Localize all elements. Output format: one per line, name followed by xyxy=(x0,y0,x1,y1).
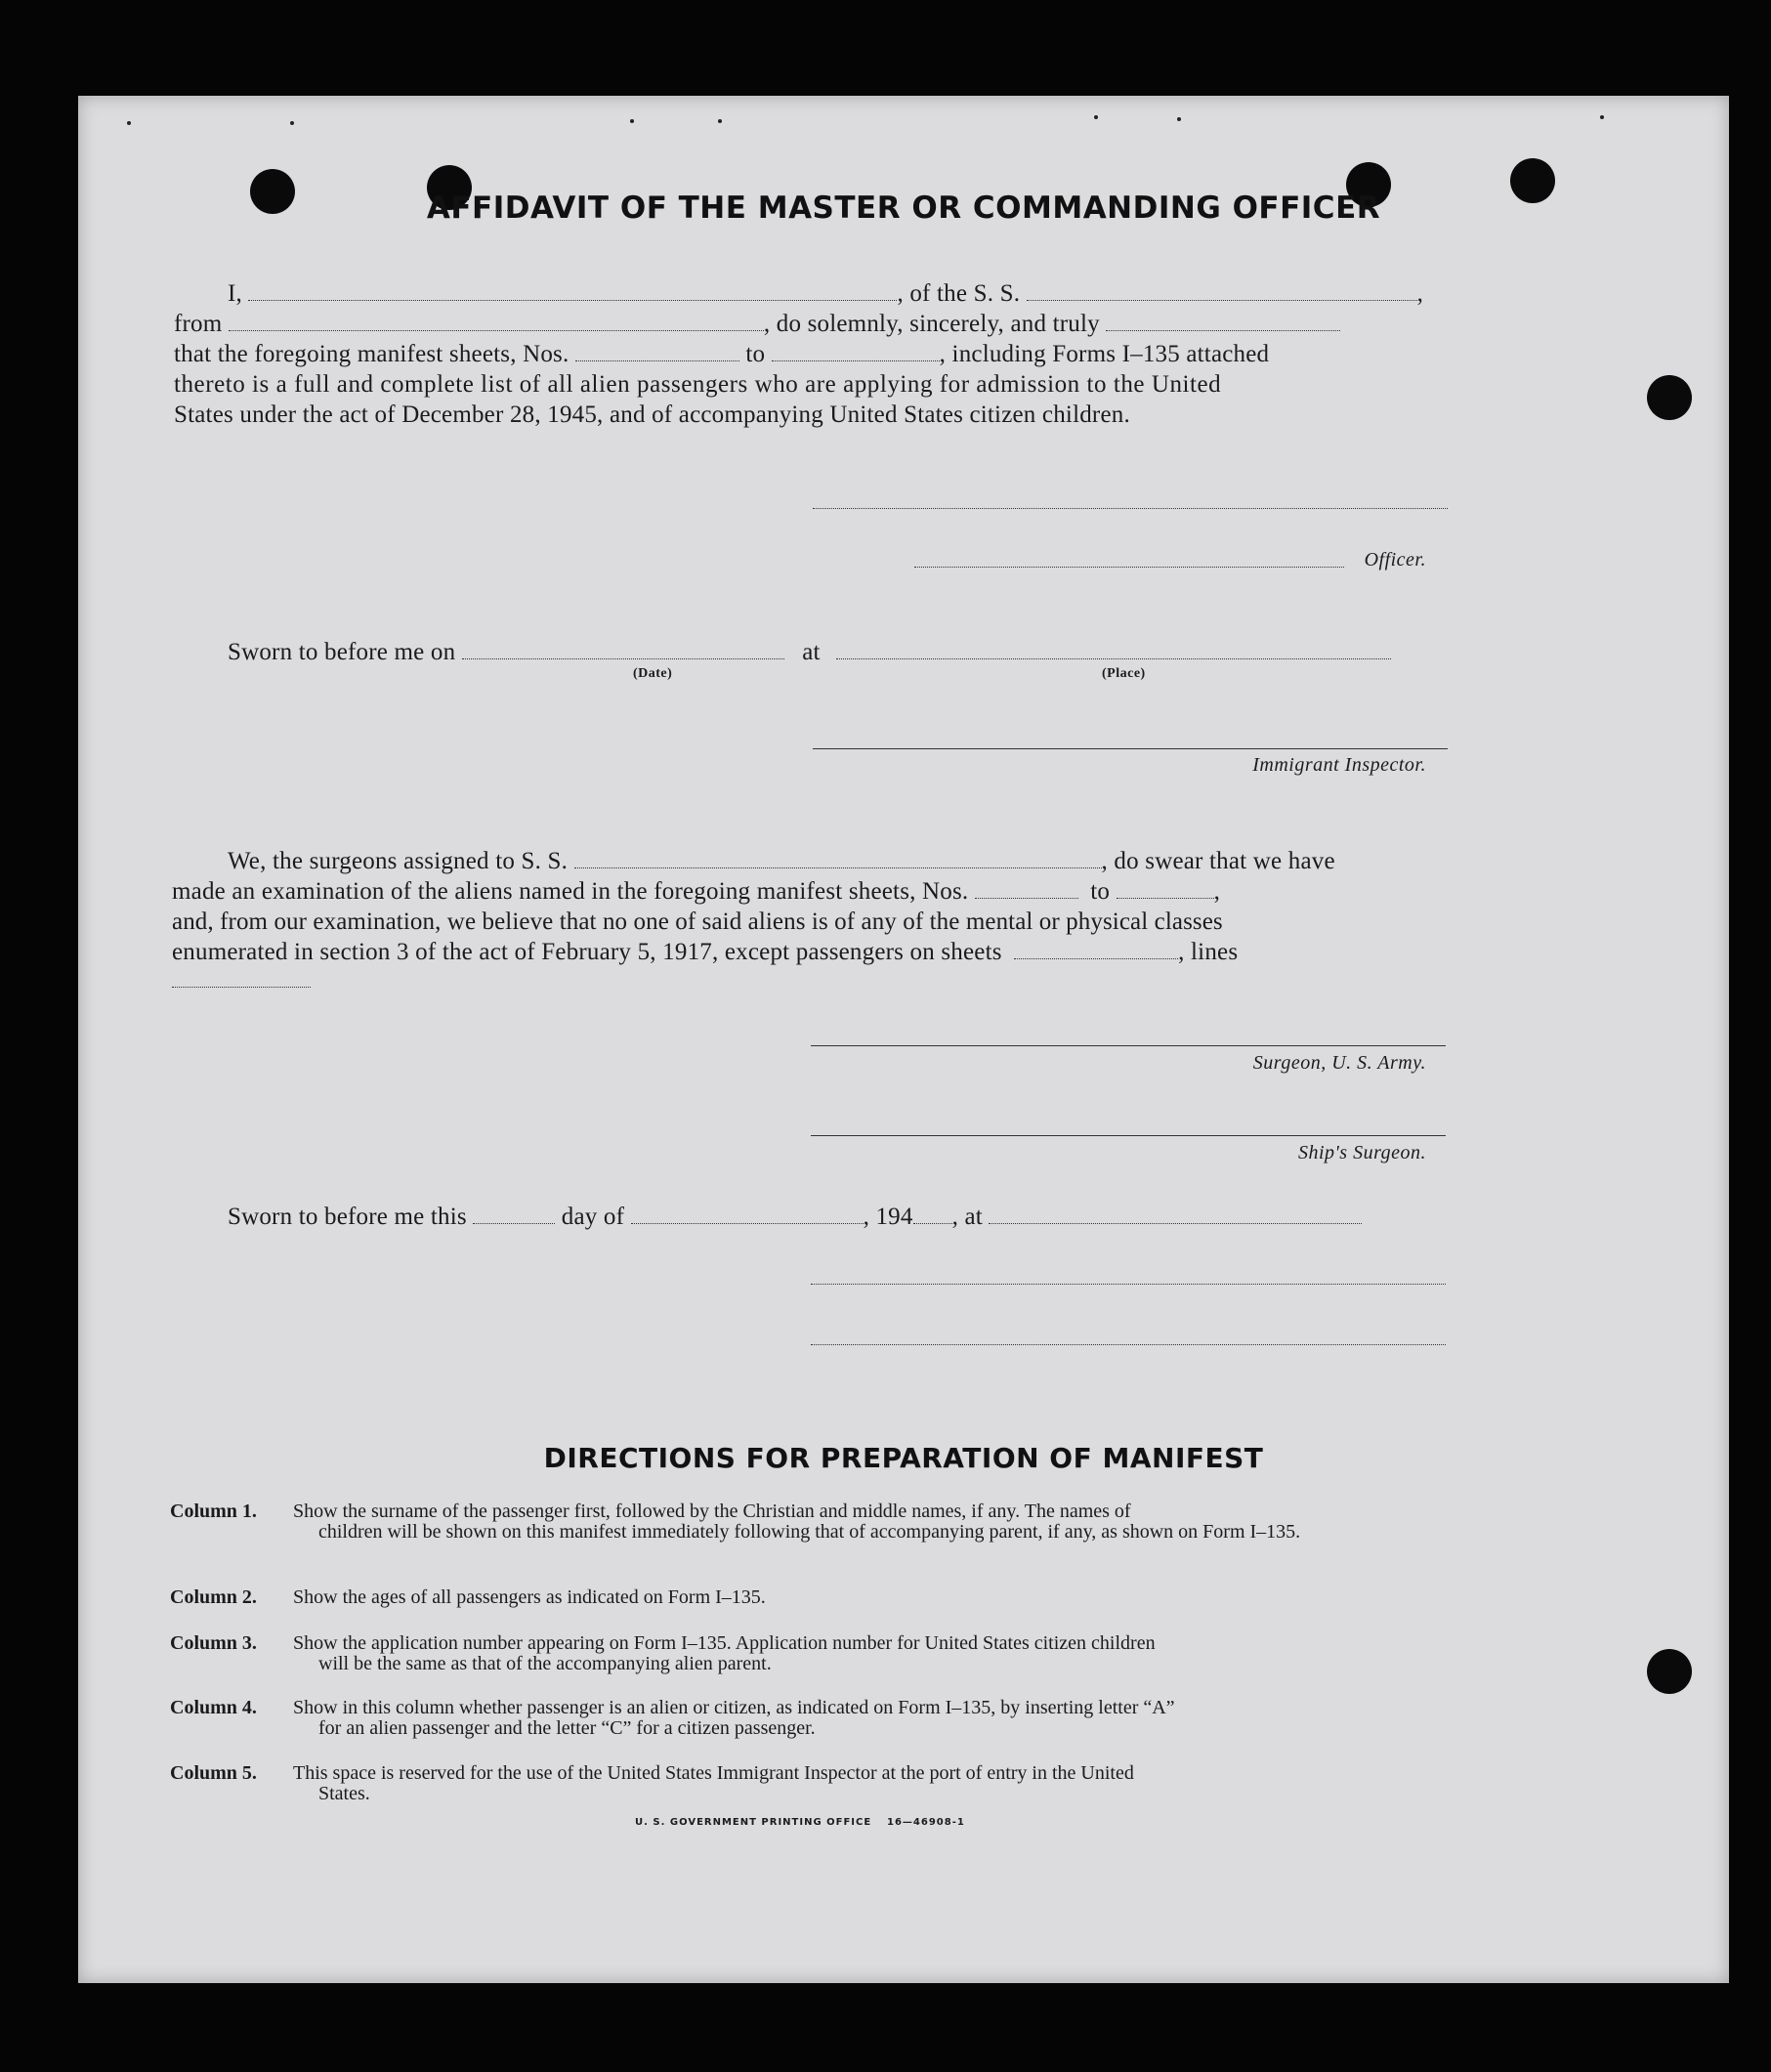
direction-label: Column 1. xyxy=(170,1501,257,1522)
inspector-signature-line[interactable] xyxy=(813,748,1448,749)
text: States under the act of December 28, 1945, and of accompanying United States citizen children. xyxy=(174,402,1130,428)
surgeons-line-4 xyxy=(172,939,1449,965)
officer-label: Officer. xyxy=(1364,549,1426,571)
text: I, xyxy=(228,280,242,307)
sworn-month-blank[interactable] xyxy=(631,1204,864,1224)
affidavit-line-2 xyxy=(174,311,1449,337)
printer-imprint: U. S. GOVERNMENT PRINTING OFFICE xyxy=(635,1817,872,1828)
direction-text: Show the application number appearing on Form I–135. Application number for United States citizen children xyxy=(293,1632,1156,1654)
direction-label: Column 5. xyxy=(170,1762,257,1784)
text: , do swear that we have xyxy=(1101,848,1335,874)
surgeon-ship-blank[interactable] xyxy=(574,848,1102,868)
ship-surgeon-label: Ship's Surgeon. xyxy=(1297,1142,1426,1163)
sworn-date-blank[interactable] xyxy=(462,639,784,659)
army-surgeon-label: Surgeon, U. S. Army. xyxy=(1252,1052,1426,1074)
name-blank[interactable] xyxy=(248,280,897,301)
speck xyxy=(127,121,131,125)
direction-column-4 xyxy=(170,1698,1430,1739)
sworn2-signature-line-1[interactable] xyxy=(811,1284,1446,1285)
direction-label: Column 4. xyxy=(170,1697,257,1718)
form-code: 16—46908-1 xyxy=(887,1817,965,1828)
sworn-place-blank[interactable] xyxy=(836,639,1391,659)
text: Sworn to before me on xyxy=(228,639,456,665)
text: to xyxy=(1090,878,1111,905)
surgeon-sheet-to-blank[interactable] xyxy=(1117,878,1214,899)
ship-name-blank[interactable] xyxy=(1027,280,1417,301)
direction-column-2 xyxy=(170,1587,1430,1608)
direction-text: Show the ages of all passengers as indicated on Form I–135. xyxy=(293,1586,766,1608)
affidavit-line-1 xyxy=(228,280,1449,307)
sworn-line-1 xyxy=(228,639,1449,665)
surgeon-sheet-from-blank[interactable] xyxy=(975,878,1078,899)
place-caption: (Place) xyxy=(1102,666,1146,681)
sworn2-place-blank[interactable] xyxy=(989,1204,1362,1224)
sworn-year-blank[interactable] xyxy=(913,1204,952,1224)
sworn2-signature-line-2[interactable] xyxy=(811,1344,1446,1345)
punch-hole xyxy=(1647,375,1692,420)
text: , do solemnly, sincerely, and truly xyxy=(763,311,1100,337)
direction-text-cont: children will be shown on this manifest immediately following that of accompanying parent, if any, as shown on Form I–135. xyxy=(318,1521,1301,1543)
text: thereto is a full and complete list of all alien passengers who are applying for admission to the United xyxy=(174,371,1222,398)
speck xyxy=(630,119,634,123)
direction-text-cont: States. xyxy=(318,1783,370,1804)
text: , xyxy=(1213,878,1221,905)
directions-title: DIRECTIONS FOR PREPARATION OF MANIFEST xyxy=(543,1442,1264,1474)
affidavit-title: AFFIDAVIT OF THE MASTER OR COMMANDING OFFICER xyxy=(426,190,1381,226)
text: We, the surgeons assigned to S. S. xyxy=(228,848,569,874)
ship-surgeon-signature-line[interactable] xyxy=(811,1135,1446,1136)
surgeons-line-2 xyxy=(172,878,1449,905)
text: enumerated in section 3 of the act of February 5, 1917, except passengers on sheets xyxy=(172,939,1002,965)
speck xyxy=(1177,117,1181,121)
speck xyxy=(1600,115,1604,119)
direction-text-cont: will be the same as that of the accompanying alien parent. xyxy=(318,1653,772,1674)
text: and, from our examination, we believe that no one of said aliens is of any of the mental or physical classes xyxy=(172,909,1223,935)
direction-label: Column 3. xyxy=(170,1632,257,1654)
text: , xyxy=(1416,280,1424,307)
text: , including Forms I–135 attached xyxy=(939,341,1270,367)
master-signature-line[interactable] xyxy=(813,508,1448,509)
text: that the foregoing manifest sheets, Nos. xyxy=(174,341,569,367)
surgeons-line-3 xyxy=(172,909,1449,935)
direction-text: Show the surname of the passenger first, followed by the Christian and middle names, if any. The names of xyxy=(293,1501,1131,1522)
oath-blank[interactable] xyxy=(1106,311,1340,331)
text: to xyxy=(745,341,766,367)
except-sheets-blank[interactable] xyxy=(1014,939,1178,959)
except-lines-blank[interactable] xyxy=(172,987,311,988)
punch-hole xyxy=(1647,1649,1692,1694)
text: day of xyxy=(561,1204,625,1230)
direction-column-1 xyxy=(170,1501,1430,1543)
text: , 194 xyxy=(863,1204,913,1230)
text: from xyxy=(174,311,223,337)
text: , at xyxy=(951,1204,983,1230)
direction-label: Column 2. xyxy=(170,1586,257,1608)
text: , of the S. S. xyxy=(897,280,1021,307)
speck xyxy=(1094,115,1098,119)
speck xyxy=(290,121,294,125)
inspector-label: Immigrant Inspector. xyxy=(1252,754,1426,776)
text: , lines xyxy=(1178,939,1239,965)
sworn-line-2 xyxy=(228,1204,1449,1230)
text: Sworn to before me this xyxy=(228,1204,467,1230)
direction-text-cont: for an alien passenger and the letter “C” for a citizen passenger. xyxy=(318,1717,816,1739)
direction-text: Show in this column whether passenger is an alien or citizen, as indicated on Form I–135, by inserting letter “A” xyxy=(293,1697,1175,1718)
text: at xyxy=(802,639,821,665)
army-surgeon-signature-line[interactable] xyxy=(811,1045,1446,1046)
speck xyxy=(718,119,722,123)
affidavit-line-5 xyxy=(174,402,1449,428)
from-blank[interactable] xyxy=(229,311,764,331)
sheet-from-blank[interactable] xyxy=(575,341,739,361)
direction-column-5 xyxy=(170,1763,1430,1804)
text: made an examination of the aliens named in the foregoing manifest sheets, Nos. xyxy=(172,878,969,905)
date-caption: (Date) xyxy=(633,666,673,681)
affidavit-line-3 xyxy=(174,341,1449,367)
sworn-day-blank[interactable] xyxy=(473,1204,555,1224)
affidavit-line-4 xyxy=(174,371,1449,398)
surgeons-line-1 xyxy=(228,848,1449,874)
direction-text: This space is reserved for the use of the United States Immigrant Inspector at the port of entry in the United xyxy=(293,1762,1134,1784)
direction-column-3 xyxy=(170,1633,1430,1674)
sheet-to-blank[interactable] xyxy=(772,341,940,361)
